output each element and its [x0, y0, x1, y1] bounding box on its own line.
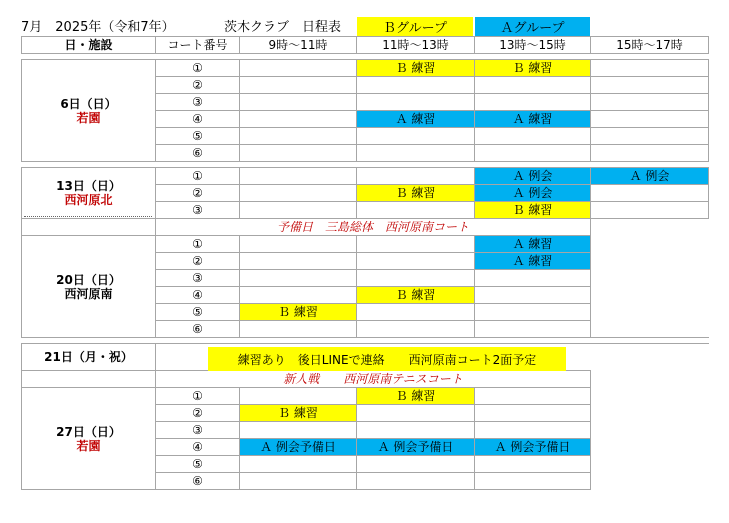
month-title: 7月 2025年（令和7年）	[21, 20, 175, 35]
court-number: ②	[156, 77, 240, 94]
court-number: ①	[156, 168, 240, 185]
col-t1: 9時～11時	[240, 37, 357, 54]
tournament-note: 新人戦 西河原南テニスコート	[156, 371, 591, 388]
schedule-table	[21, 36, 709, 490]
day-cell	[22, 60, 156, 162]
court-number: ②	[156, 185, 240, 202]
schedule-cell: Ａ 練習	[475, 111, 591, 128]
schedule-cell: Ｂ 練習	[357, 60, 475, 77]
court-number: ⑥	[156, 321, 240, 338]
day-date: 27日（日）	[56, 424, 121, 439]
dotted-divider	[24, 216, 152, 217]
court-number: ①	[156, 60, 240, 77]
club-title: 茨木クラブ 日程表	[224, 20, 342, 35]
day-place: 若園	[76, 110, 101, 125]
court-number: ⑤	[156, 456, 240, 473]
col-t4: 15時～17時	[591, 37, 709, 54]
schedule-cell: Ａ 練習	[357, 111, 475, 128]
day-place: 若園	[76, 438, 101, 453]
court-number: ⑥	[156, 473, 240, 490]
schedule-cell: Ｂ 練習	[240, 304, 357, 321]
court-number: ⑥	[156, 145, 240, 162]
court-number: ①	[156, 236, 240, 253]
day-date: 20日（日）	[56, 272, 121, 287]
schedule-cell: Ｂ 練習	[475, 60, 591, 77]
schedule-cell: Ｂ 練習	[240, 405, 357, 422]
court-number: ③	[156, 202, 240, 219]
court-number: ③	[156, 94, 240, 111]
day-place: 西河原南	[64, 286, 113, 301]
schedule-cell: Ａ 例会	[475, 185, 591, 202]
legend-a-group: Ａグループ	[475, 17, 590, 36]
day-cell	[22, 236, 156, 338]
day-date: 13日（日）	[56, 179, 121, 193]
day-date: 6日（日）	[60, 96, 117, 111]
legend-b-group: Ｂグループ	[357, 17, 473, 36]
court-number: ②	[156, 253, 240, 270]
reserve-note: 予備日 三島総体 西河原南コート	[156, 219, 591, 236]
court-number: ⑤	[156, 128, 240, 145]
day-date: 21日（月・祝）	[44, 350, 133, 364]
schedule-cell: Ａ 例会	[591, 168, 709, 185]
court-number: ⑤	[156, 304, 240, 321]
court-number: ④	[156, 439, 240, 456]
table-row	[22, 219, 709, 236]
schedule-cell: Ｂ 練習	[357, 287, 475, 304]
court-number: ④	[156, 111, 240, 128]
col-day: 日・施設	[22, 37, 156, 54]
schedule-cell: Ａ 練習	[475, 253, 591, 270]
schedule-cell: Ａ 例会	[475, 168, 591, 185]
table-row	[22, 168, 709, 185]
schedule-cell: Ａ 例会予備日	[475, 439, 591, 456]
court-number: ④	[156, 287, 240, 304]
col-t2: 11時～13時	[357, 37, 475, 54]
day-place: 西河原北	[64, 193, 113, 207]
schedule-cell: Ｂ 練習	[357, 185, 475, 202]
line-notice: 練習あり 後日LINEで連絡 西河原南コート2面予定	[208, 347, 566, 371]
court-number: ③	[156, 270, 240, 287]
day-cell	[22, 168, 156, 219]
table-row	[22, 236, 709, 253]
day-cell	[22, 388, 156, 490]
court-number: ①	[156, 388, 240, 405]
court-number: ②	[156, 405, 240, 422]
col-t3: 13時～15時	[475, 37, 591, 54]
header-row	[22, 37, 709, 54]
schedule-cell: Ｂ 練習	[357, 388, 475, 405]
schedule-cell: Ｂ 練習	[475, 202, 591, 219]
day-cell	[22, 344, 156, 371]
table-row	[22, 371, 709, 388]
schedule-cell: Ａ 例会予備日	[357, 439, 475, 456]
table-row	[22, 388, 709, 405]
col-court: コート番号	[156, 37, 240, 54]
schedule-cell: Ａ 練習	[475, 236, 591, 253]
table-row	[22, 60, 709, 77]
court-number: ③	[156, 422, 240, 439]
schedule-cell: Ａ 例会予備日	[240, 439, 357, 456]
